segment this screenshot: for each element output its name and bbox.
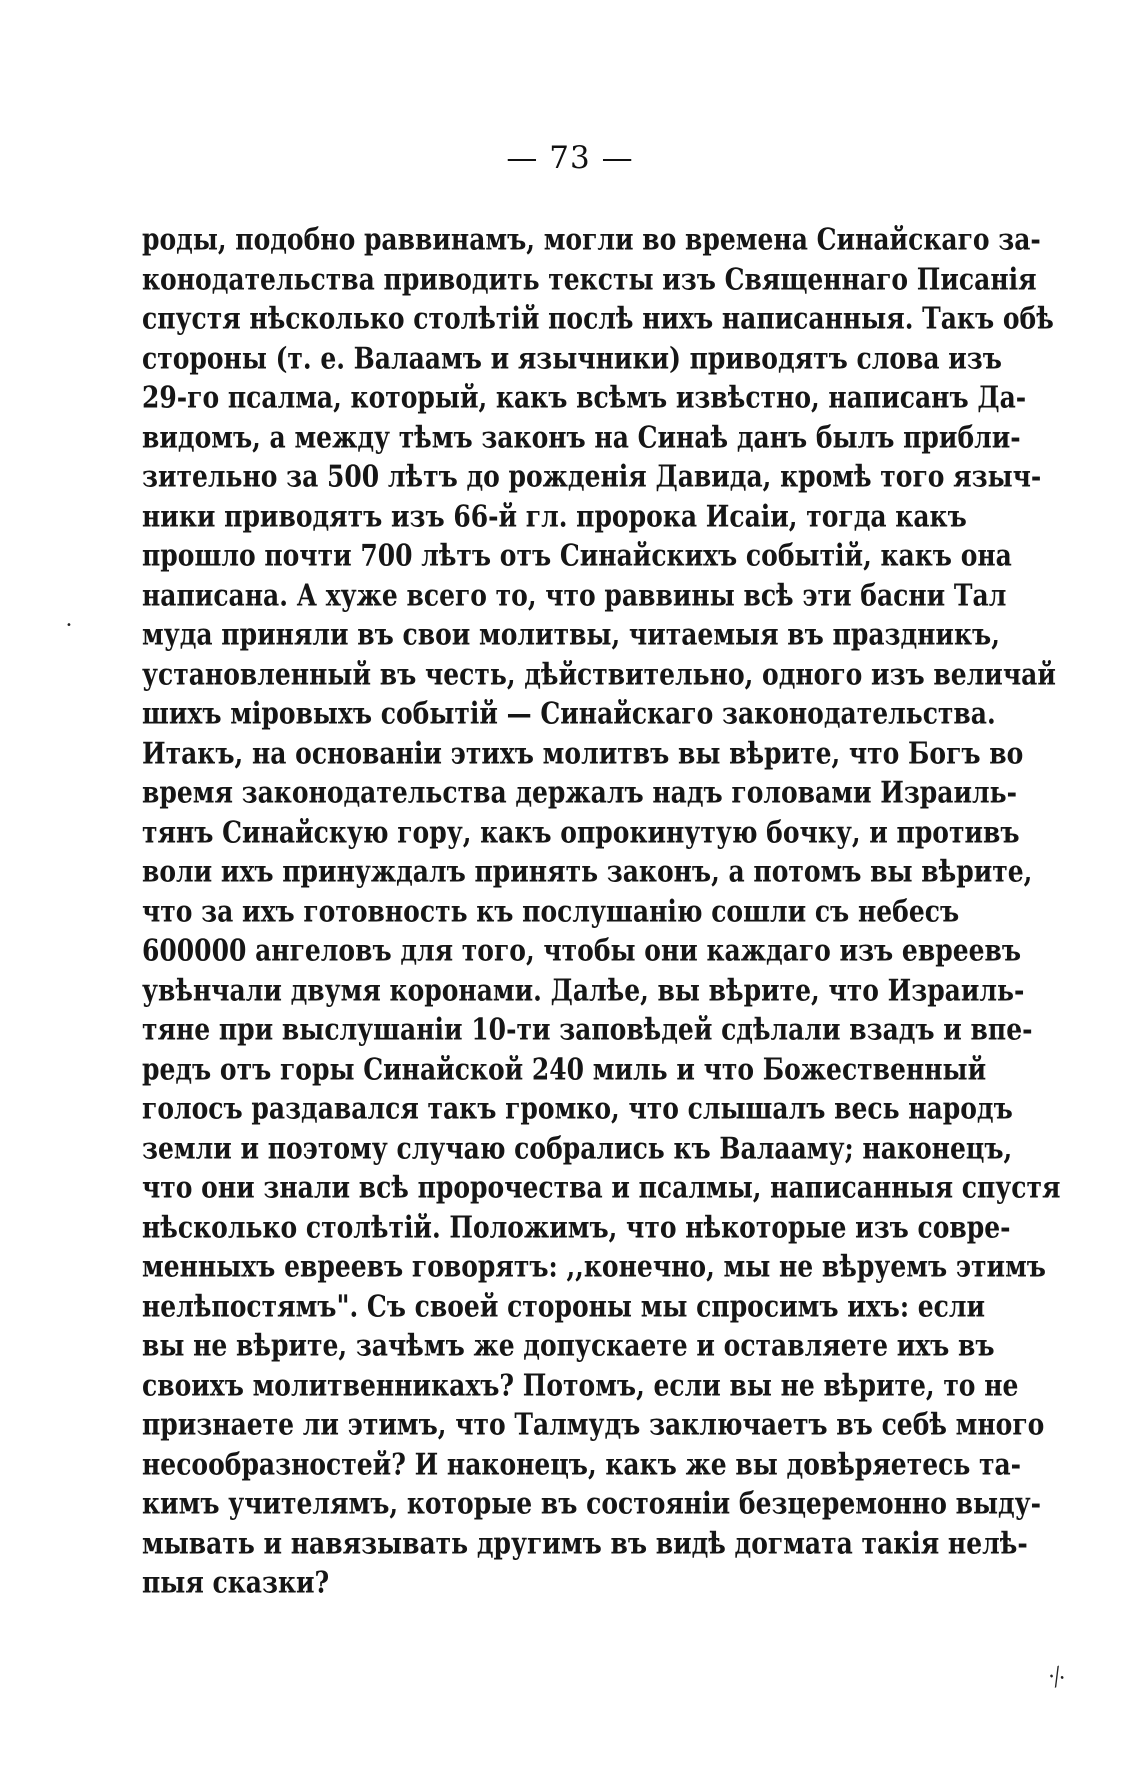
text-line: стороны (т. е. Валаамъ и язычники) приводятъ слова изъ xyxy=(142,340,1002,376)
text-line: голосъ раздавался такъ громко, что слышалъ весь народъ xyxy=(142,1091,1013,1126)
text-line: своихъ молитвенникахъ? Потомъ, если вы не вѣрите, то не xyxy=(142,1367,1019,1403)
text-line: несообразностей? И наконецъ, какъ же вы довѣряетесь та- xyxy=(142,1446,1022,1482)
text-line: тянъ Синайскую гору, какъ опрокинутую бочку, и противъ xyxy=(142,814,1020,850)
text-line: нѣсколько столѣтій. Положимъ, что нѣкоторые изъ совре- xyxy=(142,1209,1011,1245)
text-line: кимъ учителямъ, которые въ состояніи безцеремонно выду- xyxy=(142,1486,1042,1521)
body-text xyxy=(142,220,1061,1603)
text-line: земли и поэтому случаю собрались къ Валааму; наконецъ, xyxy=(142,1130,1013,1166)
text-line: тяне при выслушаніи 10-ти заповѣдей сдѣлали взадъ и впе- xyxy=(142,1012,1033,1047)
text-line: пыя сказки? xyxy=(142,1565,330,1600)
text-line: ники приводятъ изъ 66-й гл. пророка Исаіи, тогда какъ xyxy=(142,498,967,534)
text-line: мывать и навязывать другимъ въ видѣ догмата такія нелѣ- xyxy=(142,1525,1028,1561)
text-line: прошло почти 700 лѣтъ отъ Синайскихъ событій, какъ она xyxy=(142,538,1012,573)
page-number: — 73 — xyxy=(506,140,634,176)
text-line: 29-го псалма, который, какъ всѣмъ извѣстно, написанъ Да- xyxy=(142,380,1027,415)
text-line: время законодательства держалъ надъ головами Израиль- xyxy=(142,775,1017,810)
text-line: роды, подобно раввинамъ, могли во времена Синайскаго за- xyxy=(142,222,1041,257)
text-line: что за ихъ готовность къ послушанію сошли съ небесъ xyxy=(142,893,960,929)
text-line: шихъ міровыхъ событій — Синайскаго законодательства. xyxy=(142,696,996,731)
text-line: воли ихъ принуждалъ принять законъ, а потомъ вы вѣрите, xyxy=(142,854,1033,889)
text-line: спустя нѣсколько столѣтій послѣ нихъ написанныя. Такъ обѣ xyxy=(142,301,1054,336)
text-line: менныхъ евреевъ говорятъ: ,,конечно, мы не вѣруемъ этимъ xyxy=(142,1249,1046,1284)
text-line: увѣнчали двумя коронами. Далѣе, вы вѣрите, что Израиль- xyxy=(142,972,1025,1008)
ink-dot-mark: • xyxy=(66,620,72,631)
ink-stroke-mark: ⸓ xyxy=(1043,1660,1072,1696)
text-line: видомъ, а между тѣмъ законъ на Синаѣ данъ былъ прибли- xyxy=(142,419,1021,455)
text-line: признаете ли этимъ, что Талмудъ заключаетъ въ себѣ много xyxy=(142,1407,1045,1442)
text-line: зительно за 500 лѣтъ до рожденія Давида, кромѣ того языч- xyxy=(142,459,1042,494)
text-line: установленный въ честь, дѣйствительно, одного изъ величай xyxy=(142,656,1056,692)
text-line: конодательства приводить тексты изъ Священнаго Писанія xyxy=(142,261,1037,297)
text-line: 600000 ангеловъ для того, чтобы они каждаго изъ евреевъ xyxy=(142,933,1022,968)
text-line: что они знали всѣ пророчества и псалмы, написанныя спустя xyxy=(142,1170,1061,1205)
text-line: нелѣпостямъ". Съ своей стороны мы спросимъ ихъ: если xyxy=(142,1288,986,1324)
text-line: муда приняли въ свои молитвы, читаемыя въ праздникъ, xyxy=(142,617,1000,652)
text-line: вы не вѣрите, зачѣмъ же допускаете и оставляете ихъ въ xyxy=(142,1328,995,1363)
text-line: Итакъ, на основаніи этихъ молитвъ вы вѣрите, что Богъ во xyxy=(142,735,1024,771)
text-line: редъ отъ горы Синайской 240 миль и что Божественный xyxy=(142,1051,987,1087)
text-line: написана. А хуже всего то, что раввины всѣ эти басни Тал xyxy=(142,577,1007,613)
